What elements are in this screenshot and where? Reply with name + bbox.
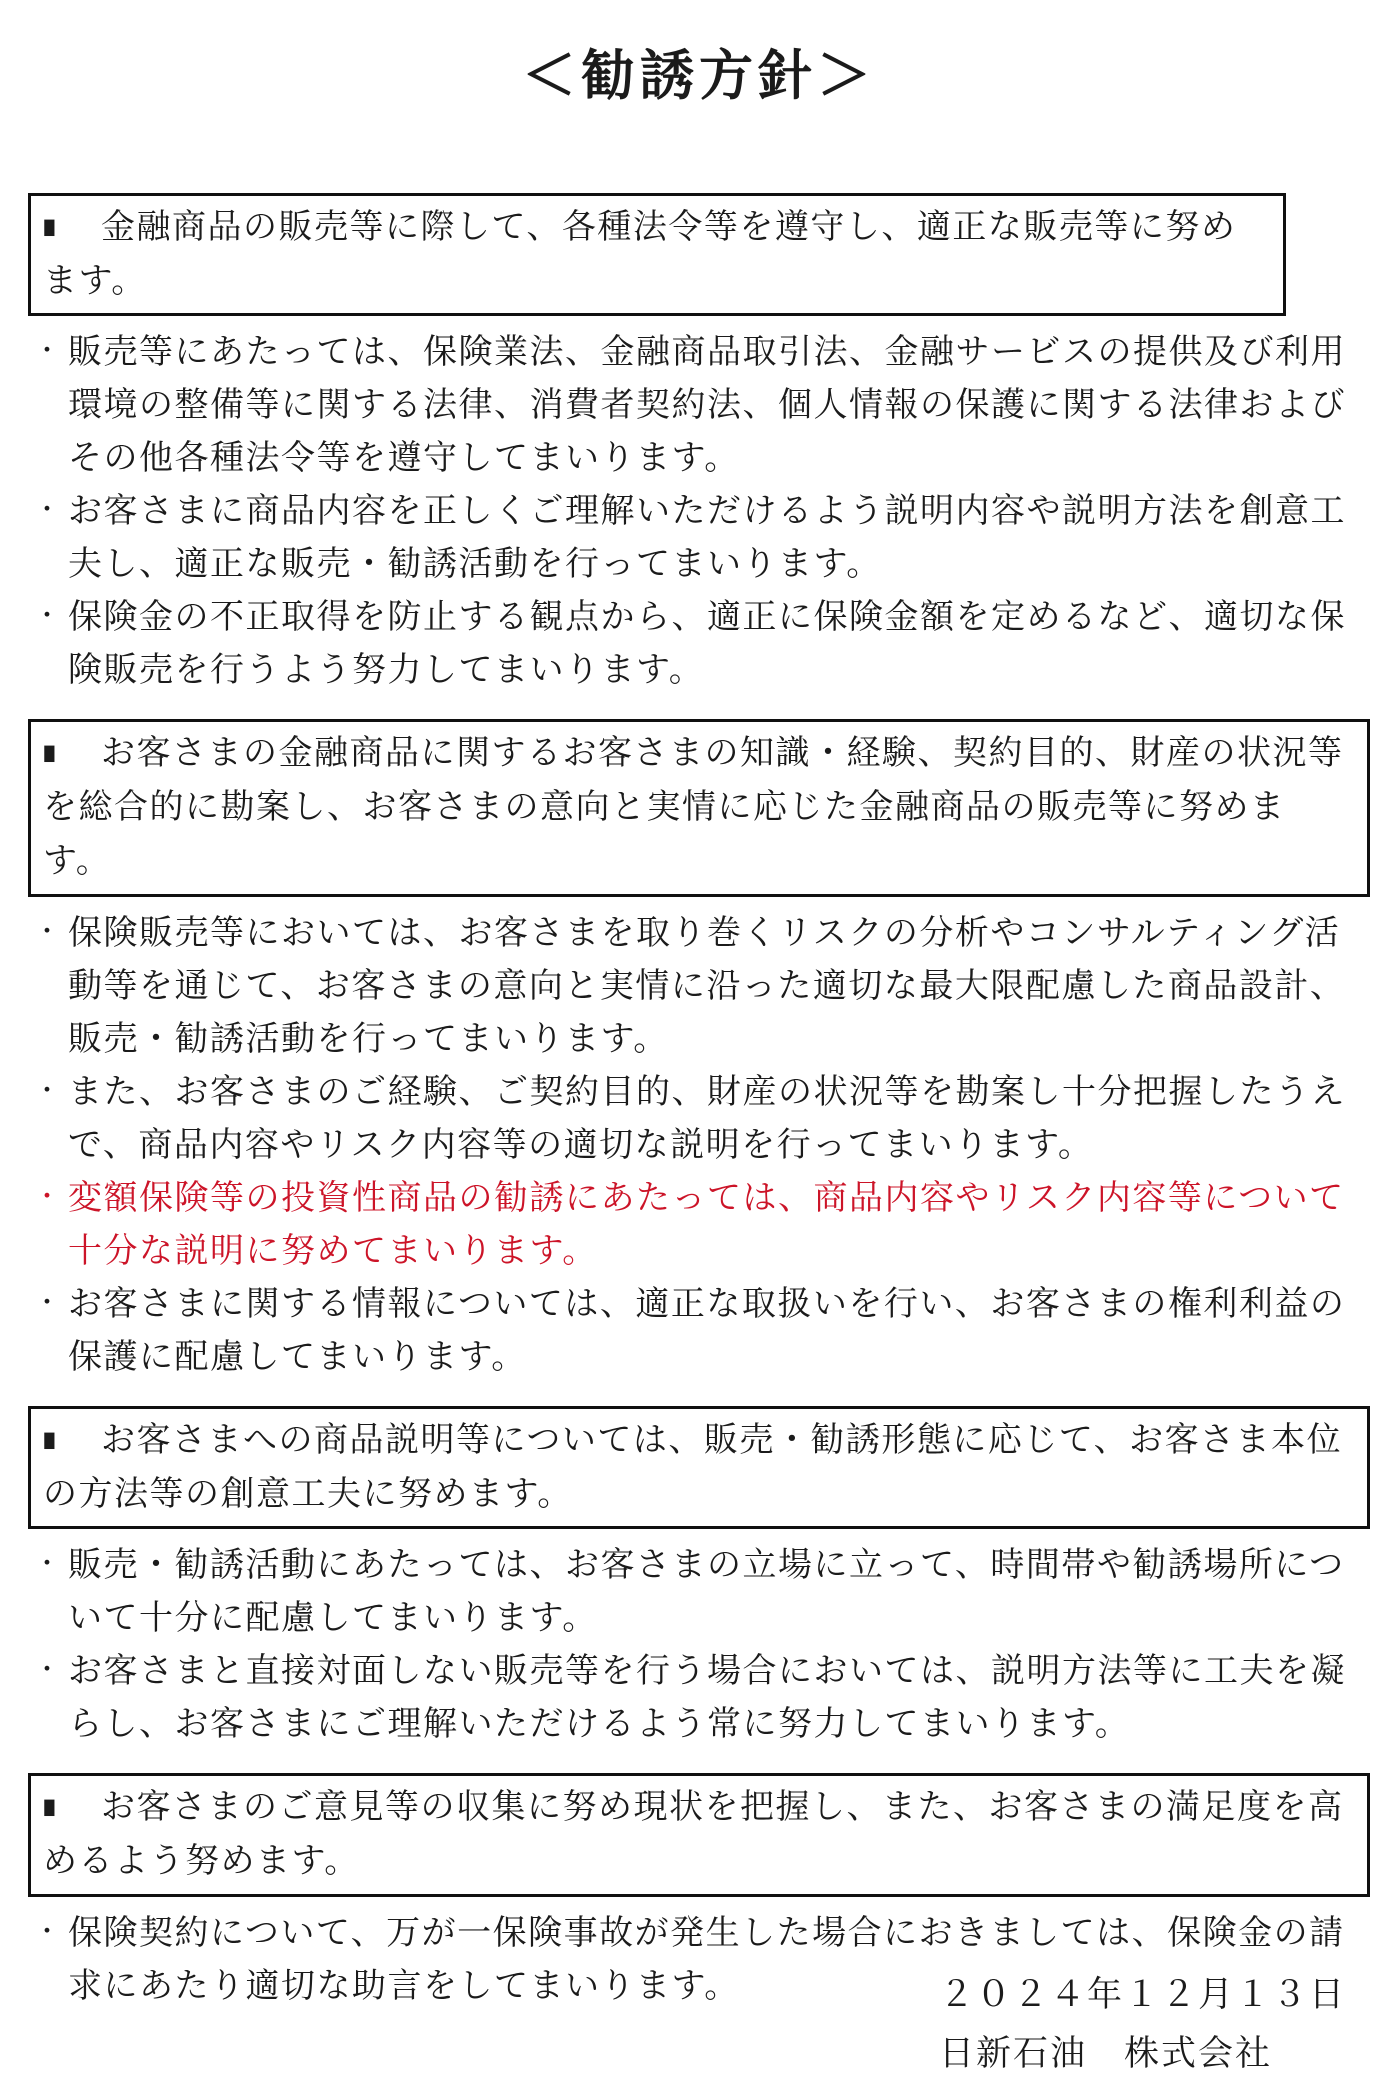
- list-item-text: 保険金の不正取得を防止する観点から、適正に保険金額を定めるなど、適切な保険販売を行うよう努力してまいります。: [68, 599, 1346, 690]
- list-item: [34, 907, 1370, 1066]
- policy-section-1: [28, 193, 1370, 698]
- bullet-icon: ・: [34, 1916, 62, 1946]
- section-heading-text: お客さまへの商品説明等については、販売・勧誘形態に応じて、お客さま本位の方法等の創意工夫に努めます。: [43, 1421, 1343, 1513]
- list-item-text: お客さまに商品内容を正しくご理解いただけるよう説明内容や説明方法を創意工夫し、適正な販売・勧誘活動を行ってまいります。: [68, 493, 1346, 584]
- list-item: [34, 1278, 1370, 1384]
- bullet-icon: ・: [34, 495, 62, 525]
- section-heading-text: お客さまのご意見等の収集に努め現状を把握し、また、お客さまの満足度を高めるよう努めます。: [43, 1789, 1344, 1881]
- bullet-icon: ・: [34, 916, 62, 946]
- black-square-icon: ■: [43, 208, 57, 246]
- black-square-icon: ■: [43, 1789, 57, 1827]
- section-heading-box: [28, 1773, 1370, 1896]
- list-item-text: 保険販売等においては、お客さまを取り巻くリスクの分析やコンサルティング活動等を通じて、お客さまの意向と実情に沿った適切な最大限配慮した商品設計、販売・勧誘活動を行ってまいります。: [68, 914, 1346, 1058]
- document-date: ２０２４年１２月１３日: [938, 1975, 1346, 2015]
- bullet-icon: ・: [34, 1181, 62, 1211]
- list-item-text: 販売等にあたっては、保険業法、金融商品取引法、金融サービスの提供及び利用環境の整備等に関する法律、消費者契約法、個人情報の保護に関する法律およびその他各種法令等を遵守してまいります。: [68, 334, 1346, 478]
- company-name: 日新石油 株式会社: [938, 2034, 1272, 2074]
- list-item: [34, 591, 1370, 697]
- list-item-text: 変額保険等の投資性商品の勧誘にあたっては、商品内容やリスク内容等について十分な説明に努めてまいります。: [68, 1179, 1345, 1270]
- list-item-emphasized: [34, 1172, 1370, 1278]
- section-heading-text: お客さまの金融商品に関するお客さまの知識・経験、契約目的、財産の状況等を総合的に勘案し、お客さまの意向と実情に応じた金融商品の販売等に努めます。: [43, 735, 1344, 880]
- list-item: [34, 1066, 1370, 1172]
- list-item: [34, 1645, 1370, 1751]
- section-items: [28, 316, 1370, 697]
- policy-section-2: [28, 719, 1370, 1383]
- section-heading-box: [28, 719, 1370, 896]
- bullet-icon: ・: [34, 601, 62, 631]
- bullet-icon: ・: [34, 1655, 62, 1685]
- section-items: [28, 1529, 1370, 1751]
- list-item: [34, 326, 1370, 485]
- list-item-text: お客さまに関する情報については、適正な取扱いを行い、お客さまの権利利益の保護に配慮してまいります。: [68, 1285, 1346, 1376]
- signature-block: [939, 1966, 1346, 2084]
- section-heading-box: [28, 1406, 1370, 1529]
- policy-section-3: [28, 1406, 1370, 1752]
- list-item-text: また、お客さまのご経験、ご契約目的、財産の状況等を勘案し十分把握したうえで、商品内容やリスク内容等の適切な説明を行ってまいります。: [68, 1073, 1346, 1164]
- list-item-text: 販売・勧誘活動にあたっては、お客さまの立場に立って、時間帯や勧誘場所について十分に配慮してまいります。: [68, 1547, 1345, 1638]
- bullet-icon: ・: [34, 1549, 62, 1579]
- list-item-text: お客さまと直接対面しない販売等を行う場合においては、説明方法等に工夫を凝らし、お客さまにご理解いただけるよう常に努力してまいります。: [68, 1653, 1346, 1744]
- page-title: ＜勧誘方針＞: [522, 46, 876, 106]
- list-item-text: 保険契約について、万が一保険事故が発生した場合におきましては、保険金の請求にあたり適切な助言をしてまいります。: [68, 1914, 1345, 2005]
- list-item: [34, 485, 1370, 591]
- section-heading-text: 金融商品の販売等に際して、各種法令等を遵守し、適正な販売等に努めます。: [43, 208, 1237, 300]
- bullet-icon: ・: [34, 336, 62, 366]
- list-item: [34, 1539, 1370, 1645]
- section-items: [28, 897, 1370, 1384]
- section-heading-box: [28, 193, 1286, 316]
- black-square-icon: ■: [43, 1421, 57, 1459]
- bullet-icon: ・: [34, 1075, 62, 1105]
- bullet-icon: ・: [34, 1287, 62, 1317]
- black-square-icon: ■: [43, 735, 57, 773]
